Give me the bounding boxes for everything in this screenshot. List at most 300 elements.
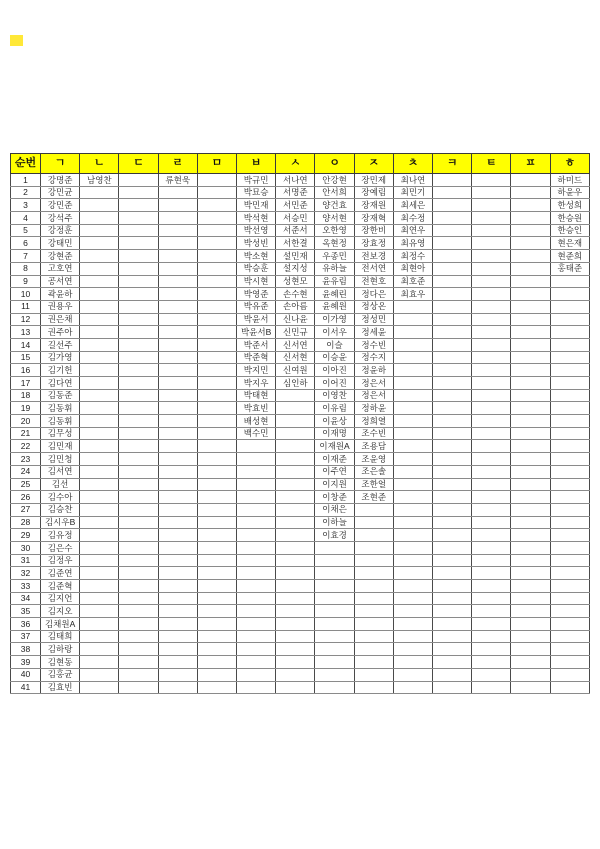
table-row <box>11 427 590 440</box>
name-cell: 박석현 <box>237 212 276 225</box>
name-cell <box>393 326 432 339</box>
name-cell: 전서연 <box>354 262 393 275</box>
name-cell <box>197 516 236 529</box>
name-cell: 정은서 <box>354 389 393 402</box>
name-cell: 박준서 <box>237 338 276 351</box>
name-cell <box>276 541 315 554</box>
name-cell <box>511 402 550 415</box>
name-cell: 최유영 <box>393 237 432 250</box>
name-cell: 정세윤 <box>354 326 393 339</box>
name-cell <box>80 377 119 390</box>
name-cell <box>393 389 432 402</box>
name-cell <box>237 529 276 542</box>
name-cell: 우종민 <box>315 250 354 263</box>
table-row <box>11 618 590 631</box>
name-cell: 김기헌 <box>41 364 80 377</box>
name-cell <box>197 592 236 605</box>
name-cell <box>354 618 393 631</box>
name-cell <box>237 592 276 605</box>
name-cell <box>119 364 158 377</box>
name-cell: 정수지 <box>354 351 393 364</box>
row-number-cell: 38 <box>11 643 41 656</box>
name-cell: 윤혜린 <box>315 288 354 301</box>
name-cell <box>433 516 472 529</box>
name-cell <box>433 580 472 593</box>
name-cell <box>276 516 315 529</box>
name-cell <box>197 541 236 554</box>
row-number-cell: 40 <box>11 668 41 681</box>
name-cell <box>197 237 236 250</box>
name-cell <box>197 186 236 199</box>
name-cell <box>472 656 511 669</box>
name-cell <box>433 224 472 237</box>
name-cell <box>237 440 276 453</box>
name-cell <box>354 630 393 643</box>
table-row <box>11 212 590 225</box>
name-cell <box>472 529 511 542</box>
table-row <box>11 338 590 351</box>
name-cell <box>158 288 197 301</box>
name-cell <box>354 681 393 694</box>
name-cell <box>550 516 589 529</box>
table-row <box>11 681 590 694</box>
name-cell <box>197 580 236 593</box>
row-number-cell: 13 <box>11 326 41 339</box>
name-cell <box>511 313 550 326</box>
name-cell <box>80 313 119 326</box>
name-cell <box>472 541 511 554</box>
name-cell <box>158 377 197 390</box>
name-cell <box>354 554 393 567</box>
name-cell <box>550 618 589 631</box>
name-cell <box>433 503 472 516</box>
name-cell <box>158 224 197 237</box>
name-cell <box>119 440 158 453</box>
row-number-cell: 20 <box>11 415 41 428</box>
name-cell <box>80 288 119 301</box>
name-cell <box>433 592 472 605</box>
name-cell <box>472 186 511 199</box>
initial-column-header: ㅂ <box>237 154 276 174</box>
name-cell <box>197 465 236 478</box>
name-cell <box>550 415 589 428</box>
name-cell: 김지오 <box>41 605 80 618</box>
name-cell <box>119 491 158 504</box>
name-cell <box>472 630 511 643</box>
name-cell: 현은재 <box>550 237 589 250</box>
name-cell <box>158 186 197 199</box>
name-cell <box>315 681 354 694</box>
name-cell <box>119 554 158 567</box>
name-cell: 김준연 <box>41 567 80 580</box>
name-cell <box>158 605 197 618</box>
name-cell <box>276 605 315 618</box>
name-cell: 이효경 <box>315 529 354 542</box>
name-cell <box>393 516 432 529</box>
name-cell: 이하늘 <box>315 516 354 529</box>
table-row <box>11 465 590 478</box>
name-cell <box>393 643 432 656</box>
name-cell <box>158 212 197 225</box>
name-cell <box>119 478 158 491</box>
row-number-cell: 37 <box>11 630 41 643</box>
name-cell <box>315 618 354 631</box>
name-cell <box>276 618 315 631</box>
name-cell <box>472 668 511 681</box>
name-cell <box>472 338 511 351</box>
name-cell: 박효빈 <box>237 402 276 415</box>
name-cell <box>393 415 432 428</box>
name-cell <box>511 465 550 478</box>
name-cell <box>315 643 354 656</box>
name-cell: 한승인 <box>550 224 589 237</box>
name-cell: 조용담 <box>354 440 393 453</box>
name-cell: 박선영 <box>237 224 276 237</box>
name-cell <box>276 503 315 516</box>
name-cell <box>197 402 236 415</box>
name-cell: 박성빈 <box>237 237 276 250</box>
table-row <box>11 326 590 339</box>
name-cell <box>119 174 158 187</box>
name-cell <box>511 275 550 288</box>
name-cell <box>393 592 432 605</box>
name-cell: 홍태준 <box>550 262 589 275</box>
initial-column-header: ㅇ <box>315 154 354 174</box>
row-number-cell: 3 <box>11 199 41 212</box>
name-cell: 김민재 <box>41 440 80 453</box>
name-cell <box>119 237 158 250</box>
name-cell <box>472 212 511 225</box>
name-cell <box>472 427 511 440</box>
name-cell <box>237 465 276 478</box>
name-cell: 서민준 <box>276 199 315 212</box>
name-cell <box>550 567 589 580</box>
name-cell <box>511 580 550 593</box>
name-cell: 조한얼 <box>354 478 393 491</box>
name-cell: 서한결 <box>276 237 315 250</box>
row-number-cell: 7 <box>11 250 41 263</box>
row-number-cell: 28 <box>11 516 41 529</box>
name-cell <box>511 300 550 313</box>
table-row <box>11 440 590 453</box>
name-cell <box>119 643 158 656</box>
name-cell <box>550 427 589 440</box>
name-cell <box>276 643 315 656</box>
name-cell <box>393 554 432 567</box>
table-row <box>11 554 590 567</box>
name-cell: 박지우 <box>237 377 276 390</box>
name-cell <box>472 250 511 263</box>
name-cell <box>80 668 119 681</box>
name-cell <box>315 668 354 681</box>
table-row <box>11 262 590 275</box>
name-cell <box>119 351 158 364</box>
name-cell: 박지민 <box>237 364 276 377</box>
name-cell <box>197 643 236 656</box>
name-cell: 현준희 <box>550 250 589 263</box>
name-cell: 양서현 <box>315 212 354 225</box>
name-cell <box>80 326 119 339</box>
name-cell <box>119 567 158 580</box>
name-cell <box>511 567 550 580</box>
name-cell <box>315 554 354 567</box>
name-cell <box>315 630 354 643</box>
name-cell: 권은채 <box>41 313 80 326</box>
name-cell <box>433 288 472 301</box>
name-cell <box>433 668 472 681</box>
name-cell <box>393 503 432 516</box>
name-cell <box>119 605 158 618</box>
name-cell: 박윤서 <box>237 313 276 326</box>
name-cell: 정은서 <box>354 377 393 390</box>
name-cell: 김가영 <box>41 351 80 364</box>
table-row <box>11 351 590 364</box>
name-cell <box>158 351 197 364</box>
name-cell <box>550 491 589 504</box>
name-cell <box>550 643 589 656</box>
name-cell: 강정훈 <box>41 224 80 237</box>
name-cell <box>393 668 432 681</box>
name-cell <box>237 516 276 529</box>
initial-column-header: ㅍ <box>511 154 550 174</box>
name-cell: 최호준 <box>393 275 432 288</box>
name-cell <box>158 541 197 554</box>
name-cell <box>433 389 472 402</box>
name-cell <box>354 529 393 542</box>
name-cell: 장예림 <box>354 186 393 199</box>
table-row <box>11 288 590 301</box>
name-cell <box>158 262 197 275</box>
name-cell <box>80 516 119 529</box>
name-cell <box>158 643 197 656</box>
name-cell <box>511 389 550 402</box>
name-cell <box>158 516 197 529</box>
name-cell: 서승민 <box>276 212 315 225</box>
name-cell <box>393 377 432 390</box>
table-row <box>11 313 590 326</box>
name-cell <box>550 592 589 605</box>
name-cell <box>393 351 432 364</box>
name-cell: 권주아 <box>41 326 80 339</box>
name-cell: 신민규 <box>276 326 315 339</box>
name-cell <box>393 656 432 669</box>
row-number-cell: 30 <box>11 541 41 554</box>
name-cell <box>276 478 315 491</box>
name-cell <box>393 681 432 694</box>
name-cell <box>393 453 432 466</box>
name-cell <box>80 643 119 656</box>
name-cell: 김승찬 <box>41 503 80 516</box>
table-row <box>11 516 590 529</box>
name-cell <box>197 478 236 491</box>
row-number-cell: 26 <box>11 491 41 504</box>
name-cell: 김효빈 <box>41 681 80 694</box>
name-cell <box>197 453 236 466</box>
name-cell <box>158 250 197 263</box>
table-row <box>11 174 590 187</box>
name-cell <box>433 300 472 313</box>
name-cell <box>276 440 315 453</box>
table-row <box>11 415 590 428</box>
name-cell <box>550 681 589 694</box>
row-number-cell: 15 <box>11 351 41 364</box>
name-cell <box>511 478 550 491</box>
name-cell <box>433 338 472 351</box>
name-cell: 심인하 <box>276 377 315 390</box>
name-cell <box>197 262 236 275</box>
name-cell <box>197 300 236 313</box>
name-cell <box>119 453 158 466</box>
name-cell <box>197 212 236 225</box>
name-cell <box>511 338 550 351</box>
name-cell: 최연우 <box>393 224 432 237</box>
name-cell <box>80 541 119 554</box>
name-cell: 정하윤 <box>354 402 393 415</box>
name-cell <box>119 326 158 339</box>
name-cell <box>472 326 511 339</box>
row-number-cell: 9 <box>11 275 41 288</box>
name-cell <box>550 580 589 593</box>
name-cell <box>511 262 550 275</box>
name-cell <box>511 529 550 542</box>
name-cell <box>197 618 236 631</box>
name-cell <box>354 503 393 516</box>
name-cell: 안강현 <box>315 174 354 187</box>
name-cell <box>119 592 158 605</box>
name-cell: 전현호 <box>354 275 393 288</box>
name-cell <box>197 389 236 402</box>
name-cell: 이가영 <box>315 313 354 326</box>
name-cell: 박윤서B <box>237 326 276 339</box>
name-cell <box>80 199 119 212</box>
row-number-cell: 17 <box>11 377 41 390</box>
name-cell <box>158 364 197 377</box>
name-cell <box>511 668 550 681</box>
row-number-cell: 41 <box>11 681 41 694</box>
name-cell <box>80 491 119 504</box>
name-cell: 김채원A <box>41 618 80 631</box>
name-cell: 김하랑 <box>41 643 80 656</box>
name-cell: 이채은 <box>315 503 354 516</box>
table-row <box>11 300 590 313</box>
name-cell <box>158 503 197 516</box>
name-cell <box>80 554 119 567</box>
name-cell <box>119 656 158 669</box>
name-cell: 이재명 <box>315 427 354 440</box>
name-cell <box>550 313 589 326</box>
name-cell <box>354 516 393 529</box>
name-cell <box>80 618 119 631</box>
name-cell <box>237 668 276 681</box>
name-cell <box>472 465 511 478</box>
name-cell <box>315 541 354 554</box>
name-cell <box>433 174 472 187</box>
name-cell <box>237 630 276 643</box>
name-cell <box>197 326 236 339</box>
name-cell <box>276 465 315 478</box>
name-cell: 이창준 <box>315 491 354 504</box>
table-row <box>11 275 590 288</box>
name-cell <box>433 491 472 504</box>
name-cell <box>80 262 119 275</box>
name-cell: 최현아 <box>393 262 432 275</box>
name-cell: 김동휘 <box>41 415 80 428</box>
name-cell <box>472 174 511 187</box>
name-cell <box>511 592 550 605</box>
name-cell <box>433 453 472 466</box>
name-cell <box>315 605 354 618</box>
name-cell <box>511 351 550 364</box>
name-cell <box>80 529 119 542</box>
name-cell <box>158 199 197 212</box>
name-cell <box>119 313 158 326</box>
name-cell <box>119 618 158 631</box>
name-cell <box>472 605 511 618</box>
name-cell: 최수정 <box>393 212 432 225</box>
name-cell <box>119 580 158 593</box>
name-cell <box>472 364 511 377</box>
name-cell <box>197 224 236 237</box>
name-cell: 최세은 <box>393 199 432 212</box>
name-cell <box>393 300 432 313</box>
name-cell <box>197 656 236 669</box>
name-cell <box>511 427 550 440</box>
name-cell <box>158 440 197 453</box>
row-number-cell: 14 <box>11 338 41 351</box>
name-cell: 이주연 <box>315 465 354 478</box>
name-cell <box>354 567 393 580</box>
name-cell <box>433 326 472 339</box>
name-cell: 설지성 <box>276 262 315 275</box>
name-cell <box>80 478 119 491</box>
row-number-cell: 34 <box>11 592 41 605</box>
row-number-cell: 10 <box>11 288 41 301</box>
name-cell: 김동준 <box>41 389 80 402</box>
name-cell <box>80 237 119 250</box>
name-cell: 신서연 <box>276 338 315 351</box>
name-cell <box>197 275 236 288</box>
name-cell <box>550 326 589 339</box>
name-cell <box>472 478 511 491</box>
name-cell <box>158 554 197 567</box>
roster-body <box>11 174 590 694</box>
name-cell <box>237 643 276 656</box>
name-cell <box>433 605 472 618</box>
name-cell <box>472 415 511 428</box>
name-cell: 강명준 <box>41 174 80 187</box>
name-cell: 김정우 <box>41 554 80 567</box>
name-cell <box>197 630 236 643</box>
name-cell <box>511 377 550 390</box>
row-number-cell: 1 <box>11 174 41 187</box>
name-cell: 김무성 <box>41 427 80 440</box>
name-cell <box>158 656 197 669</box>
name-cell <box>511 415 550 428</box>
name-cell <box>80 364 119 377</box>
row-number-cell: 18 <box>11 389 41 402</box>
name-cell <box>433 313 472 326</box>
name-cell <box>472 402 511 415</box>
name-cell <box>276 592 315 605</box>
name-cell <box>276 491 315 504</box>
name-cell <box>276 453 315 466</box>
name-cell: 하미드 <box>550 174 589 187</box>
name-cell <box>393 478 432 491</box>
name-cell: 장재혁 <box>354 212 393 225</box>
name-cell: 김준혁 <box>41 580 80 593</box>
name-cell: 이서우 <box>315 326 354 339</box>
name-cell: 강석주 <box>41 212 80 225</box>
